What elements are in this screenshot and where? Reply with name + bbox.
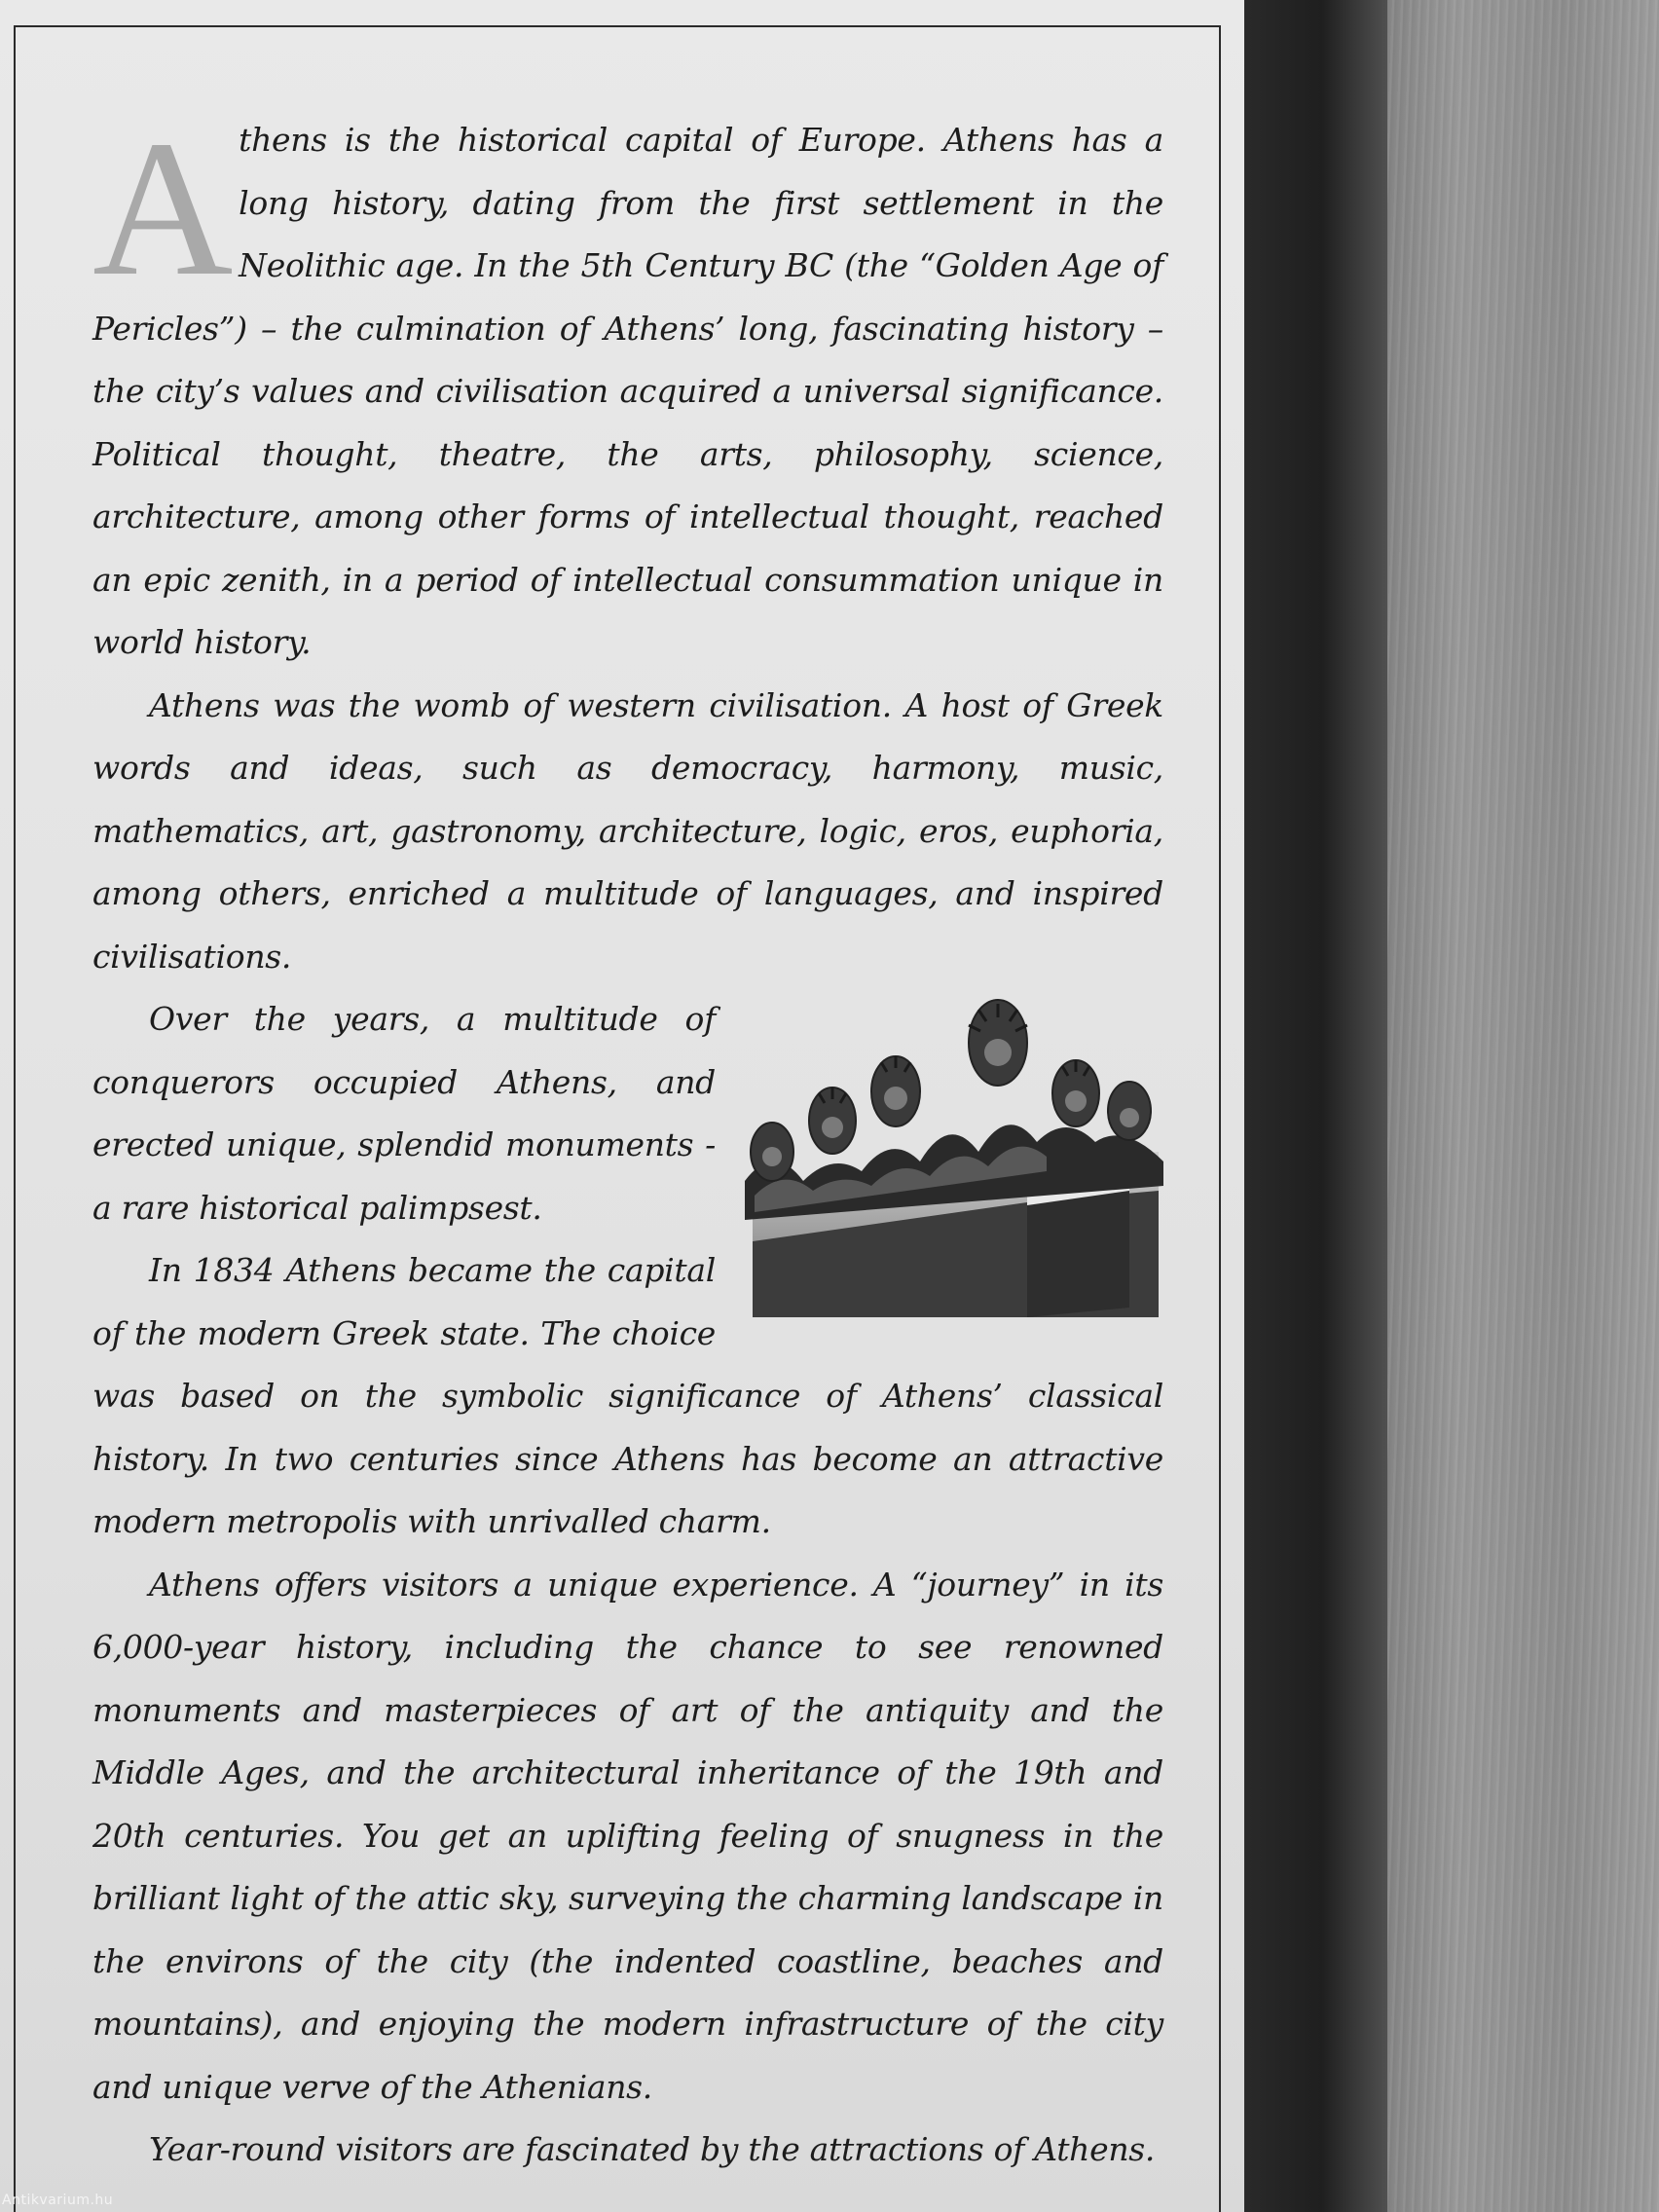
paragraph-2: Athens was the womb of western civilisation. A host of Greek words and ideas, such as democracy, harmony, music, mathematics, art, gastronomy, architecture, logic, eros, euphoria, among others, enriched a multitude of languages, and inspired civilisations. xyxy=(92,685,1163,976)
drop-cap: A xyxy=(92,101,234,316)
wooden-table-surface xyxy=(1348,0,1659,2212)
paragraph-3: Over the years, a multitude of conquerors occupied Athens, and erected unique, splendid monuments - a rare historical palimpsest. xyxy=(92,1000,716,1227)
body-text xyxy=(92,101,1163,2182)
paragraph-4: In 1834 Athens became the capital of the modern Greek state. The choice was based on the symbolic significance of Athens’ classical history. In two centuries since Athens has become an attractive modern metropolis with unrivalled charm. xyxy=(92,1251,1163,1540)
paragraph-1-text: thens is the historical capital of Europe. Athens has a long history, dating from the first settlement in the Neolithic age. In the 5th Century BC (the “Golden Age of Pericles”) – the culmination of Athens’ long, fascinating history – the city’s values and civilisation acquired a universal significance. Political thought, theatre, the arts, philosophy, science, architecture, among other forms of intellectual thought, reached an epic zenith, in a period of intellectual consummation unique in world history. xyxy=(92,121,1163,661)
paragraph-1 xyxy=(92,101,1163,675)
paragraph-6: Year-round visitors are fascinated by the attractions of Athens. xyxy=(149,2130,1156,2168)
book-cover-edge xyxy=(1241,0,1387,2212)
antefix-roof-photo xyxy=(735,996,1173,1317)
watermark-logo: Antikvarium.hu xyxy=(2,2193,114,2208)
paragraph-5: Athens offers visitors a unique experience. A “journey” in its 6,000-year history, including the chance to see renowned monuments and masterpieces of art of the antiquity and the Middle Ages, and the architectural inheritance of the 19th and 20th centuries. You get an uplifting feeling of snugness in the brilliant light of the attic sky, surveying the charming landscape in the environs of the city (the indented coastline, beaches and mountains), and enjoying the modern infrastructure of the city and unique verve of the Athenians. xyxy=(92,1565,1163,2106)
antefix-illustration xyxy=(735,996,1173,1317)
